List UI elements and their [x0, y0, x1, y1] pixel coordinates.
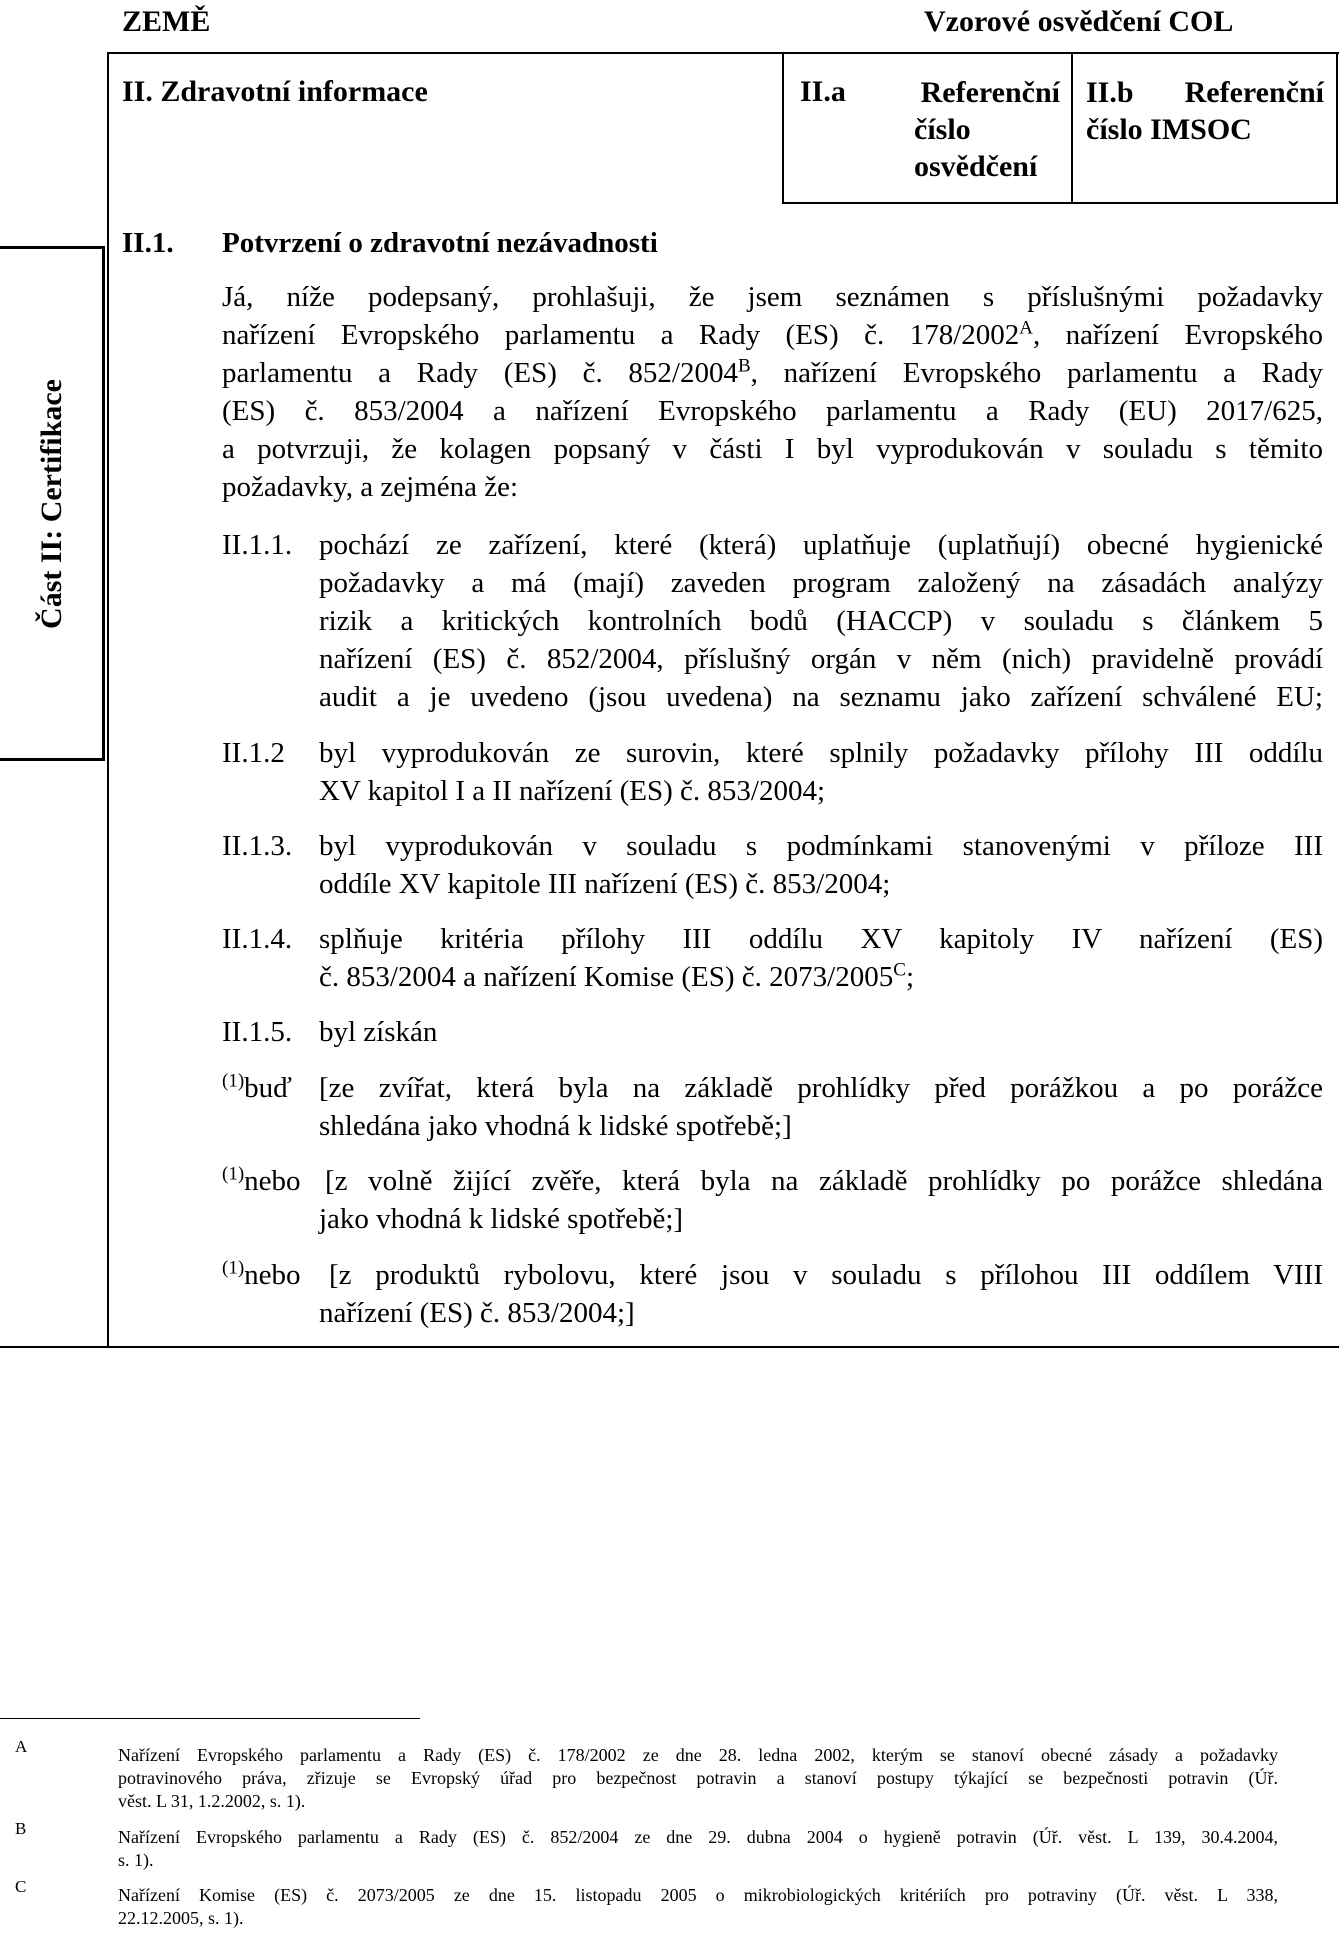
ref-a-divider [782, 52, 784, 204]
ref-marker-a: A [1019, 317, 1033, 339]
option-1-note: (1) [222, 1070, 245, 1092]
footnote-a-line-2: potravinového práva, zřizuje se Evropský úřad pro bezpečnost potravin a stanoví postupy týkající se bezpečnosti potravin (Úř. [118, 1768, 1278, 1788]
footnote-mark-c: C [15, 1877, 27, 1896]
option-3-line-2: nařízení (ES) č. 853/2004;] [319, 1297, 635, 1329]
intro-line-6: požadavky, a zejména že: [222, 471, 519, 503]
item-2-line-1: byl vyprodukován ze surovin, které splnily požadavky přílohy III oddílu [319, 737, 1323, 769]
item-code-5: II.1.5. [222, 1016, 293, 1048]
option-2-line-1: [z volně žijící zvěře, která byla na základě prohlídky po porážce shledána [325, 1165, 1323, 1197]
option-3-text [319, 1256, 1323, 1332]
intro-line-2-text: nařízení Evropského parlamentu a Rady (ES) č. 178/2002 [222, 319, 1020, 351]
item-code-2: II.1.2 [222, 737, 285, 769]
ref-a-label-line-3: osvědčení [914, 150, 1038, 183]
item-4-line-2-text: č. 853/2004 a nařízení Komise (ES) č. 2073/2005 [319, 961, 894, 993]
ref-b-label-word: Referenční [1184, 76, 1324, 109]
item-4-line-1: splňuje kritéria přílohy III oddílu XV kapitoly IV nařízení (ES) [319, 923, 1323, 955]
footnote-mark-a: A [15, 1737, 28, 1756]
ref-a-code: II.a [800, 75, 846, 108]
intro-line-1: Já, níže podepsaný, prohlašuji, že jsem seznámen s příslušnými požadavky [222, 281, 1323, 313]
item-1-line-4: nařízení (ES) č. 852/2004, příslušný orgán v něm (nich) pravidelně provádí [319, 643, 1323, 675]
option-1-line-1: [ze zvířat, která byla na základě prohlídky před porážkou a po porážce [319, 1072, 1323, 1104]
item-1-line-3: rizik a kritických kontrolních bodů (HACCP) v souladu s článkem 5 [319, 605, 1323, 637]
side-label: Část II: Certifikace [35, 379, 68, 629]
item-text-1 [319, 526, 1323, 716]
ref-a-label [900, 74, 1060, 185]
footnote-b [118, 1826, 1278, 1872]
intro-line-3-text: parlamentu a Rady (ES) č. 852/2004 [222, 357, 738, 389]
footnote-c [118, 1884, 1278, 1930]
item-1-line-2: požadavky a má (mají) zaveden program založený na zásadách analýzy [319, 567, 1323, 599]
ref-b-divider [1071, 52, 1073, 204]
item-3-line-2: oddíle XV kapitole III nařízení (ES) č. 853/2004; [319, 868, 891, 900]
country-label: ZEMĚ [122, 5, 211, 38]
ref-b-label [1086, 74, 1324, 148]
footnote-a [118, 1744, 1278, 1813]
intro-paragraph [222, 278, 1323, 506]
footnote-mark-b: B [15, 1819, 27, 1838]
intro-line-3-tail: , nařízení Evropského parlamentu a Rady [750, 357, 1323, 389]
header-bottom-border [782, 202, 1338, 204]
intro-line-2-tail: , nařízení Evropského [1032, 319, 1323, 351]
option-1-marker [222, 1069, 292, 1107]
option-3-word: nebo [244, 1259, 301, 1291]
item-code-4: II.1.4. [222, 923, 293, 955]
option-3-note: (1) [222, 1257, 245, 1279]
item-text-5: byl získán [319, 1016, 438, 1048]
item-text-4 [319, 920, 1323, 996]
intro-line-2 [222, 316, 1323, 354]
option-3-marker [222, 1256, 301, 1294]
item-4-tail: ; [905, 961, 914, 993]
footnote-separator [0, 1718, 420, 1719]
item-4-line-2 [319, 958, 1323, 996]
intro-line-3 [222, 354, 1323, 392]
ref-b-label-line-2: číslo IMSOC [1086, 113, 1252, 146]
option-2-line-2: jako vhodná k lidské spotřebě;] [319, 1203, 684, 1235]
footnote-c-line-2: 22.12.2005, s. 1). [118, 1908, 244, 1928]
footnote-b-line-2: s. 1). [118, 1850, 154, 1870]
ref-marker-c: C [893, 959, 906, 981]
item-code-3: II.1.3. [222, 830, 293, 862]
option-1-text [319, 1069, 1323, 1145]
table-top-border [107, 52, 1339, 54]
section-number: II.1. [122, 227, 174, 259]
table-bottom-border [0, 1346, 1339, 1348]
item-1-line-1: pochází ze zařízení, které (která) uplatňuje (uplatňují) obecné hygienické [319, 529, 1323, 561]
ref-a-label-line-1: Referenční [920, 76, 1060, 109]
item-1-line-5: audit a je uvedeno (jsou uvedena) na seznamu jako zařízení schválené EU; [319, 681, 1323, 713]
item-2-line-2: XV kapitol I a II nařízení (ES) č. 853/2004; [319, 775, 826, 807]
certificate-model-title: Vzorové osvědčení COL [924, 5, 1234, 38]
option-1-line-2: shledána jako vhodná k lidské spotřebě;] [319, 1110, 792, 1142]
ref-b-label-line-1 [1086, 74, 1324, 111]
option-2-note: (1) [222, 1163, 245, 1185]
option-2-word: nebo [244, 1165, 301, 1197]
section-title: II. Zdravotní informace [122, 75, 428, 108]
intro-line-5: a potvrzuji, že kolagen popsaný v části I byl vyprodukován v souladu s těmito [222, 433, 1323, 465]
footnote-a-line-1: Nařízení Evropského parlamentu a Rady (ES) č. 178/2002 ze dne 28. ledna 2002, kterým se stanoví obecné zásady a požadavky [118, 1745, 1278, 1765]
option-2-marker [222, 1162, 301, 1200]
ref-marker-b: B [737, 355, 751, 377]
option-3-line-1: [z produktů rybolovu, které jsou v souladu s přílohou III oddílem VIII [329, 1259, 1323, 1291]
table-right-border [1336, 52, 1338, 204]
footnote-b-line-1: Nařízení Evropského parlamentu a Rady (ES) č. 852/2004 ze dne 29. dubna 2004 o hygieně potravin (Úř. věst. L 139, 30.4.2004, [118, 1827, 1278, 1847]
item-text-2 [319, 734, 1323, 810]
ref-a-label-line-2: číslo [914, 113, 971, 146]
item-text-3 [319, 827, 1323, 903]
footnote-c-line-1: Nařízení Komise (ES) č. 2073/2005 ze dne 15. listopadu 2005 o mikrobiologických kritériích pro potraviny (Úř. věst. L 338, [118, 1885, 1278, 1905]
item-code-1: II.1.1. [222, 529, 293, 561]
option-1-word: buď [244, 1072, 292, 1104]
intro-line-4: (ES) č. 853/2004 a nařízení Evropského parlamentu a Rady (EU) 2017/625, [222, 395, 1323, 427]
section-heading: Potvrzení o zdravotní nezávadnosti [222, 227, 658, 259]
table-left-border [107, 52, 109, 1348]
item-3-line-1: byl vyprodukován v souladu s podmínkami stanovenými v příloze III [319, 830, 1323, 862]
ref-b-code: II.b [1086, 76, 1134, 109]
option-2-text [319, 1162, 1323, 1238]
footnote-a-line-3: věst. L 31, 1.2.2002, s. 1). [118, 1791, 306, 1811]
